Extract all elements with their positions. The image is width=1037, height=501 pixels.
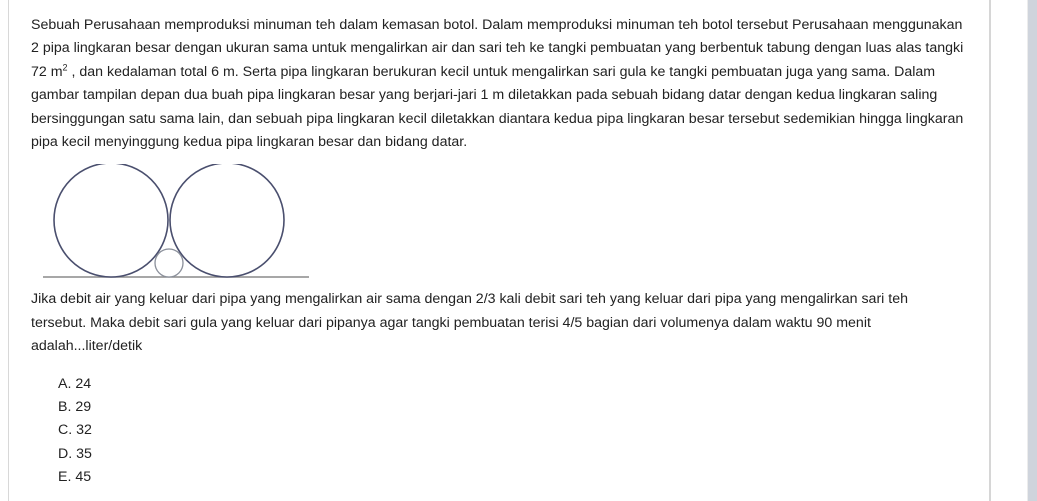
option-d[interactable]: D. 35 — [58, 445, 92, 462]
pipes-figure — [41, 164, 311, 282]
panel-left-border — [8, 0, 9, 501]
option-b[interactable]: B. 29 — [58, 399, 92, 416]
answer-options — [31, 373, 966, 490]
large-pipe-right — [170, 164, 284, 277]
scrollbar-thumb[interactable] — [1028, 0, 1037, 501]
option-a[interactable]: A. 24 — [58, 375, 92, 392]
question-paragraph-2: Jika debit air yang keluar dari pipa yang mengalirkan air sama dengan 2/3 kali debit sari teh yang keluar dari pipa yang mengalirkan sari teh tersebut. Maka debit sari gula yang keluar dari pipanya agar tangki pembuatan terisi 4/5 bagian dari volumenya dalam waktu 90 menit adalah...liter/detik — [31, 291, 908, 355]
question-body — [31, 14, 966, 490]
question-paragraph-1 — [31, 14, 966, 154]
panel-right-border — [989, 0, 991, 501]
area-exponent: 2 — [62, 62, 68, 73]
large-pipe-left — [54, 164, 168, 277]
small-pipe — [155, 249, 183, 277]
option-c[interactable]: C. 32 — [58, 422, 92, 439]
question-text-part-1: Sebuah Perusahaan memproduksi minuman teh dalam kemasan botol. Dalam memproduksi minuman teh botol tersebut Perusahaan menggunakan 2 pipa lingkaran besar dengan ukuran sama untuk mengalirkan air dan sari teh ke tangki pembuatan yang berbentuk tabung dengan luas alas tangki 72 m — [31, 17, 964, 80]
option-e[interactable]: E. 45 — [58, 469, 92, 486]
question-text-part-2: , dan kedalaman total 6 m. Serta pipa lingkaran berukuran kecil untuk mengalirkan sari gula ke tangki pembuatan juga yang sama. Dalam gambar tampilan depan dua buah pipa lingkaran besar yang berjari-jari 1 m diletakkan pada sebuah bidang datar dengan kedua lingkaran saling bersinggungan satu sama lain, dan sebuah pipa lingkaran kecil diletakkan diantara kedua pipa lingkaran besar tersebut sedemikian hingga lingkaran pipa kecil menyinggung kedua pipa lingkaran besar dan bidang datar. — [31, 63, 964, 151]
